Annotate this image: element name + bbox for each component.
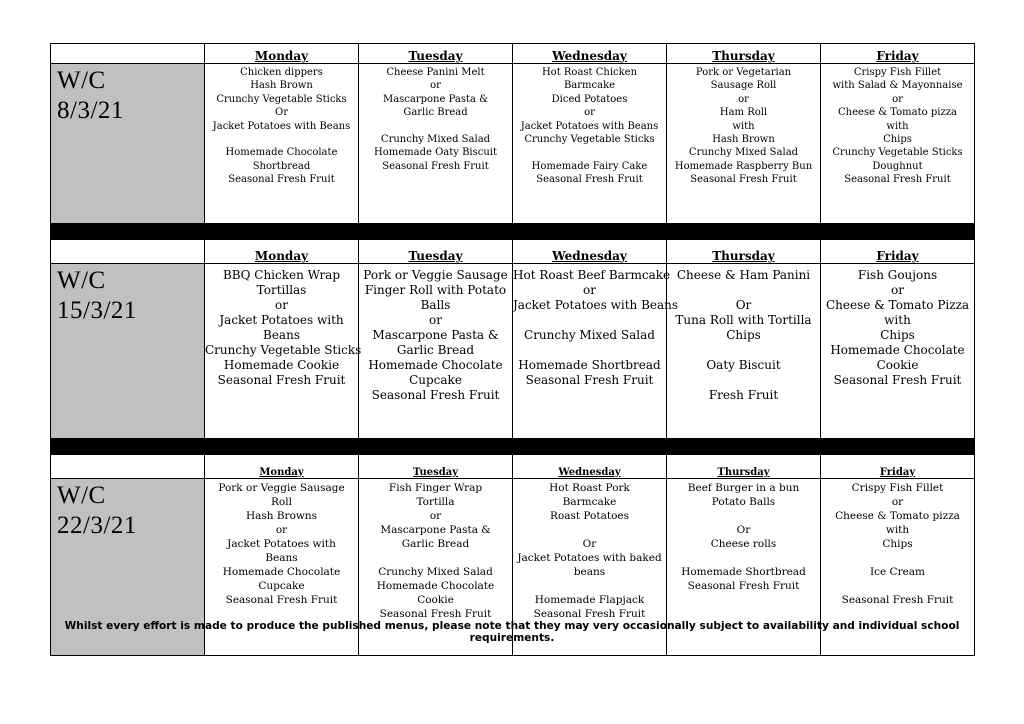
menu-item: Seasonal Fresh Fruit — [841, 594, 954, 606]
menu-item: Potato Balls — [711, 496, 776, 508]
menu-item: Homemade Chocolate — [222, 566, 341, 578]
menu-item: Roll — [271, 496, 292, 508]
menu-item: Crunchy Vegetable Sticks — [216, 93, 347, 105]
menu-item: Doughnut — [872, 160, 923, 172]
menu-item: Tortilla — [416, 496, 455, 508]
menu-item: Ice Cream — [869, 566, 926, 578]
menu-item: Fish Goujons — [857, 268, 938, 282]
menu-item: Homemade Cookie — [223, 358, 340, 372]
menu-item: Crunchy Mixed Salad — [380, 134, 491, 146]
menu-item: Hash Browns — [245, 510, 318, 522]
menu-item: Cheese & Ham Panini — [676, 268, 811, 282]
menu-item: Sausage Roll — [710, 80, 777, 92]
menu-item: Mascarpone Pasta & — [382, 93, 489, 105]
menu-item: Homemade Fairy Cake — [531, 160, 648, 172]
menu-item: Mascarpone Pasta & — [380, 524, 491, 536]
day-header-wednesday: Wednesday — [513, 455, 667, 479]
menu-item: Cookie — [417, 594, 454, 606]
menu-item: Garlic Bread — [396, 343, 475, 357]
menu-item: Seasonal Fresh Fruit — [536, 174, 643, 186]
menu-item — [359, 120, 512, 133]
menu-item — [513, 146, 666, 159]
menu-item — [821, 551, 974, 565]
menu-item: Jacket Potatoes with Beans — [513, 298, 679, 312]
menu-item: Oaty Biscuit — [706, 358, 781, 372]
menu-item: Crispy Fish Fillet — [851, 482, 944, 494]
menu-item: Beans — [263, 328, 300, 342]
menu-item: Fish Finger Wrap — [388, 482, 483, 494]
menu-item: Tuna Roll with Tortilla — [675, 313, 812, 327]
menu-cell-friday — [821, 264, 975, 439]
menu-item: Seasonal Fresh Fruit — [228, 174, 335, 186]
week-date: 15/3/21 — [57, 297, 137, 324]
menu-item: Homemade Chocolate — [368, 358, 503, 372]
header-corner — [51, 455, 205, 479]
menu-item: Crunchy Vegetable Sticks — [832, 147, 963, 159]
menu-item: Diced Potatoes — [551, 93, 628, 105]
menu-item — [667, 551, 820, 565]
menu-item: or — [891, 283, 904, 297]
day-header-row — [51, 44, 975, 64]
day-header-tuesday: Tuesday — [359, 455, 513, 479]
menu-item: or — [429, 510, 442, 522]
menu-cell-monday — [205, 264, 362, 439]
day-header-friday: Friday — [821, 240, 975, 264]
menu-item: with — [885, 524, 910, 536]
menu-item — [513, 579, 666, 593]
menu-item: Chips — [882, 538, 913, 550]
menu-item: Or — [275, 107, 288, 119]
week-label: W/C — [57, 482, 106, 509]
menu-item: Homemade Oaty Biscuit — [373, 147, 498, 159]
menu-item: Crunchy Vegetable Sticks — [205, 343, 362, 357]
day-header-wednesday: Wednesday — [513, 240, 667, 264]
menu-item: Crunchy Mixed Salad — [524, 328, 655, 342]
menu-item: or — [891, 496, 904, 508]
week-separator — [51, 439, 975, 455]
week-menu-row — [51, 264, 975, 439]
week-label: W/C — [57, 67, 106, 94]
menu-cell-wednesday — [513, 64, 667, 224]
menu-item: Homemade Chocolate — [830, 343, 965, 357]
menu-item — [513, 343, 666, 358]
menu-item — [667, 283, 820, 298]
menu-item: Hot Roast Chicken — [541, 67, 638, 78]
menu-item: Or — [582, 538, 597, 550]
day-header-row — [51, 455, 975, 479]
menu-item: Garlic Bread — [403, 107, 468, 119]
menu-item: Garlic Bread — [401, 538, 470, 550]
menu-item: Seasonal Fresh Fruit — [217, 373, 346, 387]
menu-item: Jacket Potatoes with — [219, 313, 344, 327]
menu-cell-thursday — [667, 264, 821, 439]
menu-item: Homemade Raspberry Bun — [674, 160, 813, 172]
day-header-friday: Friday — [821, 44, 975, 64]
week-date: 22/3/21 — [57, 512, 137, 539]
menu-item: Seasonal Fresh Fruit — [844, 174, 951, 186]
menu-item: Mascarpone Pasta & — [372, 328, 499, 342]
menu-item: or — [430, 80, 441, 92]
week-date: 8/3/21 — [57, 97, 124, 124]
week-separator — [51, 224, 975, 240]
week-commencing-cell — [51, 264, 205, 439]
disclaimer-text: Whilst every effort is made to produce the published menus, please note that they may very occasionally subject to availability and individual school requirements. — [64, 620, 960, 644]
menu-item: BBQ Chicken Wrap — [222, 268, 341, 282]
header-corner — [51, 44, 205, 64]
menu-item — [821, 579, 974, 593]
menu-item: Or — [736, 524, 751, 536]
menu-item: Chips — [726, 328, 761, 342]
menu-item: beans — [573, 566, 606, 578]
menu-item: or — [584, 107, 595, 119]
menu-item: Crispy Fish Fillet — [853, 67, 942, 78]
menu-item: Seasonal Fresh Fruit — [371, 388, 500, 402]
menu-item: Homemade Shortbread — [518, 358, 661, 372]
menu-item: Seasonal Fresh Fruit — [382, 160, 489, 172]
menu-item: Or — [735, 298, 752, 312]
menu-item: Jacket Potatoes with Beans — [212, 120, 351, 132]
menu-item: Seasonal Fresh Fruit — [525, 373, 654, 387]
menu-item: Crunchy Mixed Salad — [688, 147, 799, 159]
menu-item: Seasonal Fresh Fruit — [687, 580, 800, 592]
menu-item: Hash Brown — [250, 80, 313, 92]
menu-item: Seasonal Fresh Fruit — [690, 174, 797, 186]
day-header-thursday: Thursday — [667, 44, 821, 64]
day-header-wednesday: Wednesday — [513, 44, 667, 64]
day-header-monday: Monday — [205, 455, 359, 479]
menu-cell-monday — [205, 64, 359, 224]
menu-table — [50, 43, 975, 656]
menu-item: Crunchy Vegetable Sticks — [524, 134, 655, 146]
menu-item: Jacket Potatoes with Beans — [520, 120, 659, 132]
menu-item: Seasonal Fresh Fruit — [225, 594, 338, 606]
menu-item: Barmcake — [562, 496, 617, 508]
menu-item: Pork or Veggie Sausage — [218, 482, 345, 494]
week-label: W/C — [57, 267, 106, 294]
menu-item: Pork or Veggie Sausage — [363, 268, 508, 282]
menu-item — [205, 133, 358, 146]
menu-item: with Salad & Mayonnaise — [832, 80, 963, 92]
menu-item: Jacket Potatoes with — [227, 538, 336, 550]
menu-item: or — [275, 298, 288, 312]
menu-item: Cheese Panini Melt — [386, 67, 485, 78]
menu-item: or — [583, 283, 596, 297]
menu-item: Shortbread — [252, 160, 311, 172]
day-header-monday: Monday — [205, 44, 359, 64]
day-header-tuesday: Tuesday — [359, 44, 513, 64]
menu-item: Finger Roll with Potato — [364, 283, 507, 297]
day-header-row — [51, 240, 975, 264]
menu-cell-tuesday — [359, 64, 513, 224]
menu-item: Chips — [883, 134, 912, 146]
menu-item: or — [738, 93, 749, 105]
menu-item — [667, 373, 820, 388]
menu-item: Cupcake — [258, 580, 305, 592]
week-menu-row — [51, 64, 975, 224]
menu-item: Beef Burger in a bun — [687, 482, 800, 494]
menu-item: with — [884, 313, 911, 327]
menu-item — [359, 551, 512, 565]
menu-item: Jacket Potatoes with baked — [517, 552, 662, 564]
menu-item: Crunchy Mixed Salad — [378, 566, 493, 578]
menu-item: Homemade Shortbread — [681, 566, 806, 578]
menu-item: Cheese & Tomato Pizza — [825, 298, 970, 312]
menu-item: or — [429, 313, 442, 327]
menu-cell-wednesday — [513, 264, 679, 439]
menu-item: Seasonal Fresh Fruit — [833, 373, 962, 387]
menu-item: Beans — [265, 552, 298, 564]
menu-item: Ham Roll — [719, 107, 768, 119]
menu-item — [667, 343, 820, 358]
menu-cell-thursday — [667, 64, 821, 224]
menu-item — [513, 313, 666, 328]
menu-item: Seasonal Fresh Fruit — [379, 608, 492, 620]
menu-item: Balls — [420, 298, 451, 312]
menu-item: Homemade Chocolate — [225, 147, 338, 159]
menu-item: Cupcake — [409, 373, 462, 387]
menu-item: Cheese & Tomato pizza — [838, 107, 957, 119]
menu-item: Chips — [880, 328, 915, 342]
menu-item: Tortillas — [256, 283, 307, 297]
menu-item: Hot Roast Pork — [549, 482, 630, 494]
menu-item: with — [886, 120, 909, 132]
menu-item: Pork or Vegetarian — [695, 67, 792, 78]
menu-item: Homemade Flapjack — [534, 594, 645, 606]
menu-item: Chicken dippers — [240, 67, 323, 78]
menu-item — [513, 523, 666, 537]
day-header-thursday: Thursday — [667, 455, 821, 479]
menu-item: with — [732, 120, 755, 132]
day-header-thursday: Thursday — [667, 240, 821, 264]
menu-item: Barmcake — [563, 80, 616, 92]
menu-cell-tuesday — [359, 264, 513, 439]
header-corner — [51, 240, 205, 264]
menu-item — [667, 509, 820, 523]
menu-item: Cheese & Tomato pizza — [835, 510, 960, 522]
menu-item: Cookie — [876, 358, 919, 372]
menu-item: or — [892, 93, 903, 105]
day-header-monday: Monday — [205, 240, 359, 264]
day-header-friday: Friday — [821, 455, 975, 479]
menu-item: or — [275, 524, 288, 536]
menu-cell-friday — [821, 64, 975, 224]
menu-item: Fresh Fruit — [708, 388, 779, 402]
menu-item: Hot Roast Beef Barmcake — [513, 268, 671, 282]
week-commencing-cell — [51, 64, 205, 224]
menu-item: Hash Brown — [712, 134, 775, 146]
menu-item: Cheese rolls — [710, 538, 777, 550]
menu-item: Roast Potatoes — [549, 510, 630, 522]
menu-item: Seasonal Fresh Fruit — [533, 608, 646, 620]
day-header-tuesday: Tuesday — [359, 240, 513, 264]
menu-item: Homemade Chocolate — [376, 580, 495, 592]
